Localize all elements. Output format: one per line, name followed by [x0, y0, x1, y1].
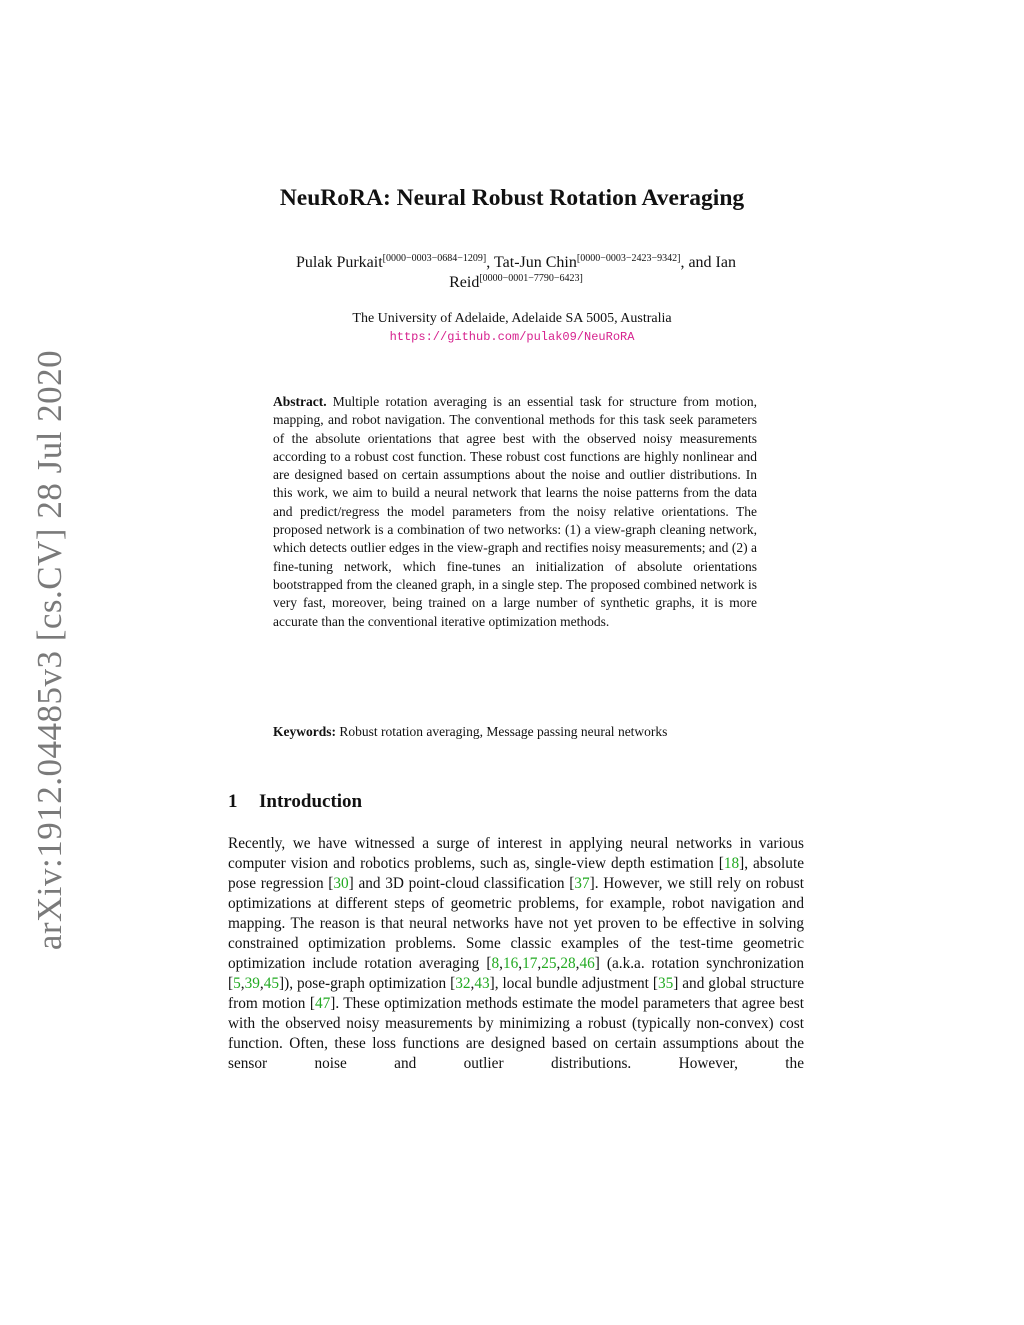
abstract-text: Multiple rotation averaging is an essential task for structure from motion, mapping, and robot navigation. The conventional methods for this task seek parameters of the absolute orientations that agree best with the observed noisy measurements according to a robust cost function. These robust cost functions are highly nonlinear and are designed based on certain assumptions about the noise and outlier distributions. In this work, we aim to build a neural network that learns the noise patterns from the data and predict/regress the model parameters from the noisy relative orientations. The proposed network is a combination of two networks: (1) a view-graph cleaning network, which detects outlier edges in the view-graph and rectifies noisy measurements; and (2) a fine-tuning network, which fine-tunes an initialization of absolute orientations bootstrapped from the cleaned graph, in a single step. The proposed combined network is very fast, moreover, being trained on a large number of synthetic graphs, it is more accurate than the conventional iterative optimization methods.: [273, 394, 758, 629]
citation-separator: ,: [240, 975, 245, 992]
citation-separator: ,: [499, 955, 503, 972]
citation-link[interactable]: 47: [314, 995, 331, 1012]
citation-link[interactable]: 32: [455, 975, 471, 992]
intro-text: ], local bundle adjustment [: [489, 975, 658, 992]
citation-separator: ,: [537, 955, 542, 972]
author-1-orcid: [0000−0003−0684−1209]: [382, 253, 487, 264]
author-3-name: , and Ian Reid: [449, 254, 736, 291]
citation-link[interactable]: 17: [522, 955, 538, 972]
section-title: Introduction: [259, 791, 363, 812]
keywords: [273, 723, 757, 741]
intro-text: ] and 3D point-cloud classification [: [348, 875, 575, 892]
citation-link[interactable]: 5: [233, 975, 241, 992]
intro-text: Recently, we have witnessed a surge of interest in applying neural networks in various computer vision and robotics problems, such as, single-view depth estimation [: [228, 835, 804, 872]
citation-link[interactable]: 16: [502, 955, 519, 972]
affiliation: The University of Adelaide, Adelaide SA 5005, Australia: [352, 311, 672, 326]
citation-separator: ,: [259, 975, 264, 992]
citation-separator: ,: [518, 955, 523, 972]
citation-separator: ,: [556, 955, 561, 972]
arxiv-identifier-text: arXiv:1912.04485v3 [cs.CV] 28 Jul 2020: [30, 349, 69, 951]
citation-separator: ,: [470, 975, 475, 992]
citation-link[interactable]: 37: [574, 875, 590, 892]
author-2-orcid: [0000−0003−2423−9342]: [576, 253, 681, 264]
citation-link[interactable]: 46: [579, 955, 595, 972]
author-3-orcid: [0000−0001−7790−6423]: [479, 273, 583, 284]
citation-separator: ,: [575, 955, 580, 972]
citation-link[interactable]: 28: [560, 955, 576, 972]
citation-link[interactable]: 8: [491, 955, 500, 972]
intro-text: ]. These optimization methods estimate the model parameters that agree best with the observed noisy measurements by minimizing a robust (typically non-convex) cost function. Often, these loss functions are designed based on certain assumptions about the sensor noise and outlier distributions. However, the: [228, 995, 804, 1072]
author-2-name: Tat-Jun Chin: [493, 254, 577, 271]
abstract: [273, 393, 757, 631]
citation-link[interactable]: 35: [657, 975, 674, 992]
abstract-label: Abstract.: [273, 394, 327, 409]
repository-link[interactable]: https://github.com/pulak09/NeuRoRA: [389, 330, 635, 344]
author-1-name: Pulak Purkait: [296, 254, 383, 271]
introduction-paragraph: [228, 834, 804, 1074]
keywords-text: Robust rotation averaging, Message passing neural networks: [339, 724, 668, 739]
citation-link[interactable]: 39: [244, 975, 260, 992]
author-list: [228, 253, 804, 293]
citation-link[interactable]: 25: [541, 955, 557, 972]
paper-title: NeuRoRA: Neural Robust Rotation Averaging: [279, 185, 745, 211]
intro-text: ]. However, we still rely on robust optimizations at different steps of geometric problems, for example, robot navigation and mapping. The reason is that neural networks have not yet proven to be effective in solving constrained optimization problems. Some classic examples of the test-time geometric optimization include rotation averaging [: [228, 875, 804, 972]
citation-link[interactable]: 18: [723, 855, 740, 872]
keywords-label: Keywords:: [273, 724, 336, 739]
intro-text: ] and global structure from motion [: [228, 975, 804, 1012]
citation-link[interactable]: 45: [263, 975, 280, 992]
arxiv-identifier-stamp: [30, 349, 70, 951]
citation-link[interactable]: 43: [474, 975, 490, 992]
intro-text: ]), pose-graph optimization [: [279, 975, 456, 992]
citation-link[interactable]: 30: [333, 875, 349, 892]
intro-text: ], absolute pose regression [: [228, 855, 804, 892]
author-separator: ,: [486, 254, 494, 271]
intro-text: ] (a.k.a. rotation synchronization [: [228, 955, 804, 992]
section-heading: [228, 791, 362, 813]
section-number: 1: [228, 791, 238, 812]
